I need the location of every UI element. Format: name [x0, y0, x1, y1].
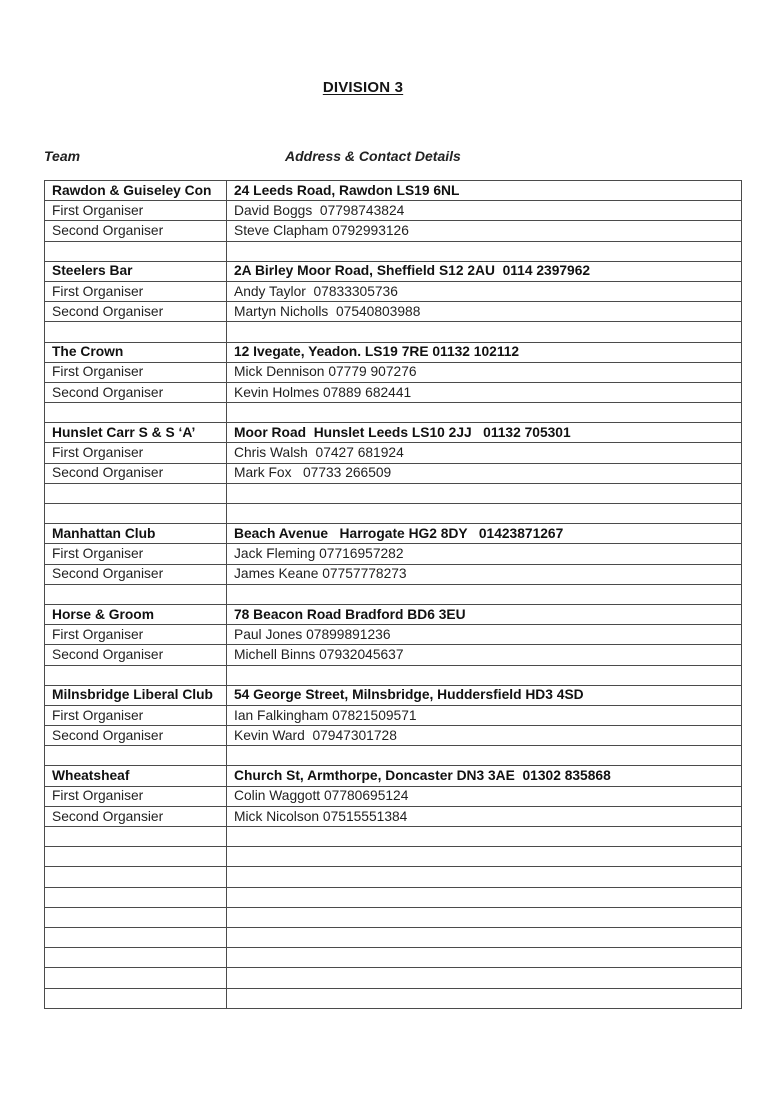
- organiser-label-cell: Second Organiser: [45, 645, 227, 665]
- team-address-cell: 24 Leeds Road, Rawdon LS19 6NL: [227, 181, 742, 201]
- team-name-cell: The Crown: [45, 342, 227, 362]
- organiser-contact-cell: Colin Waggott 07780695124: [227, 786, 742, 806]
- team-address-cell: 2A Birley Moor Road, Sheffield S12 2AU 0114 2397962: [227, 261, 742, 281]
- empty-row: [45, 948, 742, 968]
- empty-row: [45, 483, 742, 503]
- empty-details-cell: [227, 665, 742, 685]
- organiser-contact-cell: Paul Jones 07899891236: [227, 625, 742, 645]
- organiser-row: [45, 302, 742, 322]
- empty-details-cell: [227, 847, 742, 867]
- empty-details-cell: [227, 584, 742, 604]
- team-name-cell: Milnsbridge Liberal Club: [45, 685, 227, 705]
- organiser-row: [45, 201, 742, 221]
- team-name-cell: Hunslet Carr S & S ‘A’: [45, 423, 227, 443]
- organiser-row: [45, 362, 742, 382]
- empty-team-cell: [45, 907, 227, 927]
- organiser-row: [45, 645, 742, 665]
- organiser-label-cell: First Organiser: [45, 705, 227, 725]
- organiser-label-cell: First Organiser: [45, 625, 227, 645]
- empty-details-cell: [227, 887, 742, 907]
- empty-team-cell: [45, 241, 227, 261]
- empty-row: [45, 887, 742, 907]
- team-address-cell: Moor Road Hunslet Leeds LS10 2JJ 01132 705301: [227, 423, 742, 443]
- organiser-contact-cell: Steve Clapham 0792993126: [227, 221, 742, 241]
- organiser-label-cell: Second Organsier: [45, 806, 227, 826]
- empty-details-cell: [227, 988, 742, 1008]
- team-header-row: [45, 181, 742, 201]
- empty-row: [45, 241, 742, 261]
- empty-team-cell: [45, 827, 227, 847]
- team-header-row: [45, 423, 742, 443]
- empty-details-cell: [227, 907, 742, 927]
- team-header-row: [45, 685, 742, 705]
- organiser-label-cell: Second Organiser: [45, 221, 227, 241]
- empty-details-cell: [227, 827, 742, 847]
- organiser-label-cell: Second Organiser: [45, 382, 227, 402]
- empty-team-cell: [45, 665, 227, 685]
- empty-row: [45, 927, 742, 947]
- empty-details-cell: [227, 483, 742, 503]
- organiser-contact-cell: Andy Taylor 07833305736: [227, 281, 742, 301]
- organiser-label-cell: First Organiser: [45, 201, 227, 221]
- team-address-cell: Beach Avenue Harrogate HG2 8DY 01423871267: [227, 524, 742, 544]
- organiser-contact-cell: James Keane 07757778273: [227, 564, 742, 584]
- organiser-contact-cell: Mick Nicolson 07515551384: [227, 806, 742, 826]
- organiser-contact-cell: David Boggs 07798743824: [227, 201, 742, 221]
- column-headers: [44, 148, 744, 166]
- empty-details-cell: [227, 867, 742, 887]
- organiser-label-cell: Second Organiser: [45, 564, 227, 584]
- address-column-header: Address & Contact Details: [285, 148, 461, 164]
- page-title: DIVISION 3: [322, 79, 404, 96]
- team-header-row: [45, 342, 742, 362]
- organiser-row: [45, 443, 742, 463]
- empty-details-cell: [227, 746, 742, 766]
- empty-team-cell: [45, 403, 227, 423]
- organiser-contact-cell: Martyn Nicholls 07540803988: [227, 302, 742, 322]
- organiser-label-cell: First Organiser: [45, 281, 227, 301]
- empty-row: [45, 968, 742, 988]
- team-header-row: [45, 261, 742, 281]
- organiser-contact-cell: Mick Dennison 07779 907276: [227, 362, 742, 382]
- empty-details-cell: [227, 403, 742, 423]
- team-name-cell: Wheatsheaf: [45, 766, 227, 786]
- team-header-row: [45, 524, 742, 544]
- organiser-contact-cell: Michell Binns 07932045637: [227, 645, 742, 665]
- empty-team-cell: [45, 968, 227, 988]
- team-header-row: [45, 766, 742, 786]
- empty-team-cell: [45, 948, 227, 968]
- organiser-contact-cell: Mark Fox 07733 266509: [227, 463, 742, 483]
- organiser-label-cell: First Organiser: [45, 443, 227, 463]
- organiser-row: [45, 463, 742, 483]
- team-name-cell: Manhattan Club: [45, 524, 227, 544]
- organiser-contact-cell: Jack Fleming 07716957282: [227, 544, 742, 564]
- organiser-label-cell: First Organiser: [45, 786, 227, 806]
- organiser-row: [45, 382, 742, 402]
- organiser-label-cell: First Organiser: [45, 362, 227, 382]
- contacts-table-body: [45, 181, 742, 1009]
- team-name-cell: Horse & Groom: [45, 604, 227, 624]
- organiser-contact-cell: Kevin Ward 07947301728: [227, 726, 742, 746]
- organiser-row: [45, 786, 742, 806]
- empty-details-cell: [227, 927, 742, 947]
- empty-row: [45, 403, 742, 423]
- organiser-row: [45, 564, 742, 584]
- organiser-row: [45, 281, 742, 301]
- team-header-row: [45, 604, 742, 624]
- empty-row: [45, 988, 742, 1008]
- empty-row: [45, 847, 742, 867]
- empty-team-cell: [45, 322, 227, 342]
- empty-row: [45, 746, 742, 766]
- empty-details-cell: [227, 504, 742, 524]
- organiser-label-cell: Second Organiser: [45, 463, 227, 483]
- team-address-cell: 54 George Street, Milnsbridge, Huddersfield HD3 4SD: [227, 685, 742, 705]
- empty-team-cell: [45, 887, 227, 907]
- empty-team-cell: [45, 847, 227, 867]
- empty-row: [45, 907, 742, 927]
- organiser-row: [45, 221, 742, 241]
- team-address-cell: 78 Beacon Road Bradford BD6 3EU: [227, 604, 742, 624]
- organiser-contact-cell: Chris Walsh 07427 681924: [227, 443, 742, 463]
- empty-row: [45, 584, 742, 604]
- team-name-cell: Rawdon & Guiseley Con: [45, 181, 227, 201]
- empty-row: [45, 867, 742, 887]
- empty-team-cell: [45, 483, 227, 503]
- contacts-table: [44, 180, 742, 1009]
- organiser-label-cell: Second Organiser: [45, 726, 227, 746]
- organiser-row: [45, 806, 742, 826]
- empty-team-cell: [45, 746, 227, 766]
- empty-team-cell: [45, 988, 227, 1008]
- team-name-cell: Steelers Bar: [45, 261, 227, 281]
- empty-row: [45, 827, 742, 847]
- empty-team-cell: [45, 867, 227, 887]
- empty-details-cell: [227, 968, 742, 988]
- empty-details-cell: [227, 241, 742, 261]
- organiser-label-cell: Second Organiser: [45, 302, 227, 322]
- empty-team-cell: [45, 584, 227, 604]
- organiser-contact-cell: Ian Falkingham 07821509571: [227, 705, 742, 725]
- empty-row: [45, 504, 742, 524]
- team-address-cell: 12 Ivegate, Yeadon. LS19 7RE 01132 102112: [227, 342, 742, 362]
- empty-row: [45, 322, 742, 342]
- organiser-row: [45, 625, 742, 645]
- empty-team-cell: [45, 504, 227, 524]
- empty-details-cell: [227, 948, 742, 968]
- organiser-row: [45, 544, 742, 564]
- organiser-label-cell: First Organiser: [45, 544, 227, 564]
- empty-details-cell: [227, 322, 742, 342]
- organiser-row: [45, 726, 742, 746]
- empty-team-cell: [45, 927, 227, 947]
- team-address-cell: Church St, Armthorpe, Doncaster DN3 3AE 01302 835868: [227, 766, 742, 786]
- organiser-contact-cell: Kevin Holmes 07889 682441: [227, 382, 742, 402]
- empty-row: [45, 665, 742, 685]
- team-column-header: Team: [44, 148, 81, 164]
- organiser-row: [45, 705, 742, 725]
